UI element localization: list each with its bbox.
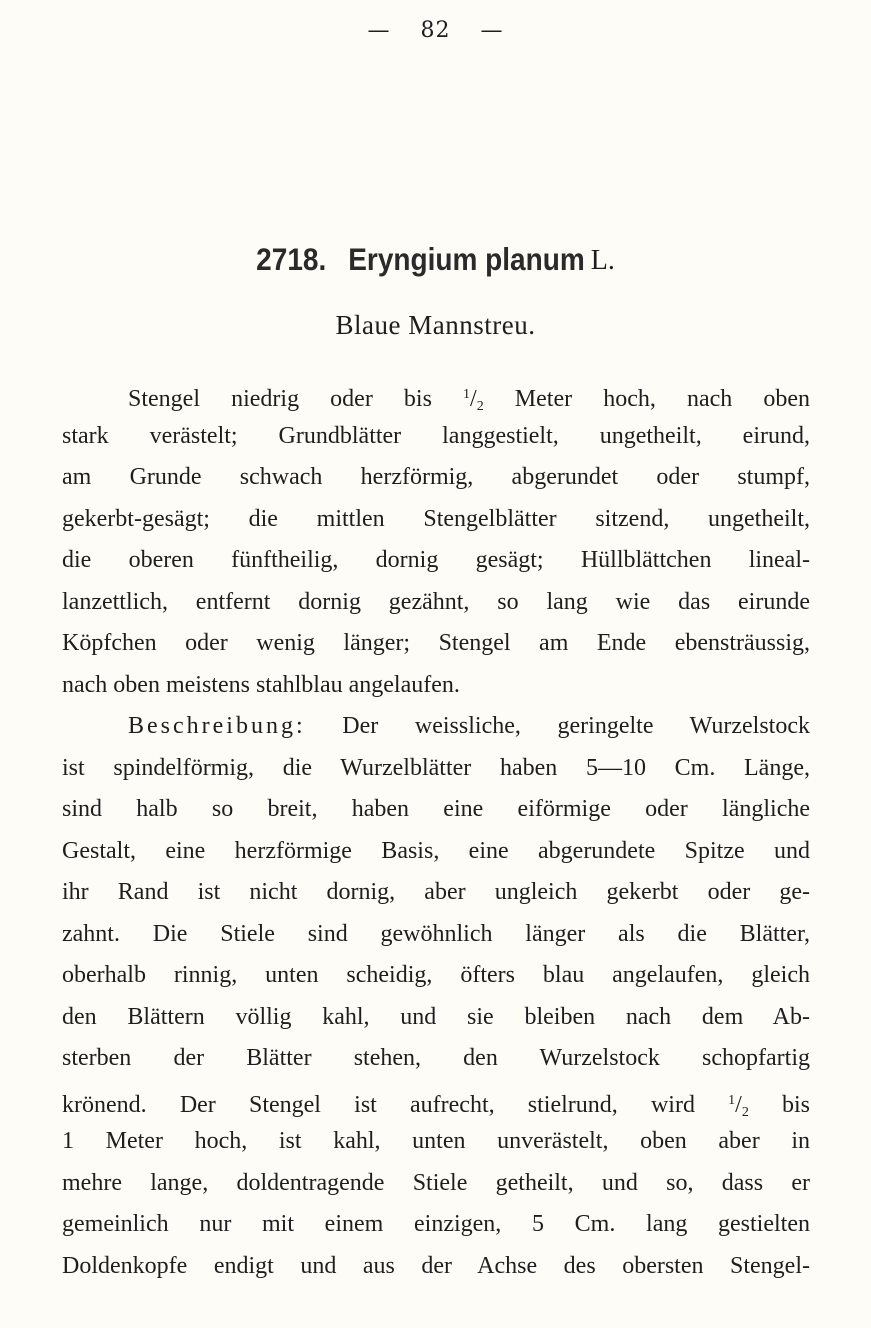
fraction-half (463, 386, 484, 412)
text-line (62, 1080, 810, 1122)
text-line: 1 Meter hoch, ist kahl, unten unverästelt, oben aber in (62, 1128, 810, 1154)
page-number-header (0, 18, 871, 43)
text-line: Köpfchen oder wenig länger; Stengel am Ende ebensträussig, (62, 630, 810, 656)
text-segment: bis (748, 1091, 810, 1118)
text-line: lanzettlich, entfernt dornig gezähnt, so lang wie das eirunde (62, 588, 810, 615)
fraction-half (728, 1092, 749, 1118)
scientific-name: Eryngium planum (348, 242, 585, 277)
entry-heading (0, 243, 871, 277)
text-line: Gestalt, eine herzförmige Basis, eine abgerundete Spitze und (62, 837, 810, 864)
text-line: nach oben meistens stahlblau angelaufen. (62, 671, 460, 698)
text-line: am Grunde schwach herzförmig, abgerundet oder stumpf, (62, 464, 810, 490)
text-line: sind halb so breit, haben eine eiförmige oder längliche (62, 796, 810, 822)
text-line: den Blättern völlig kahl, und sie bleiben nach dem Ab- (62, 1003, 810, 1030)
right-dash: — (480, 18, 504, 43)
text-line: stark verästelt; Grundblätter langgestielt, ungetheilt, eirund, (62, 422, 810, 449)
description-paragraph (62, 706, 810, 1287)
text-line: mehre lange, doldentragende Stiele getheilt, und so, dass er (62, 1169, 810, 1196)
text-line: die oberen fünftheilig, dornig gesägt; Hüllblättchen lineal- (62, 547, 810, 573)
text-segment: Meter hoch, nach oben (483, 386, 810, 412)
description-label: Beschreibung: (128, 713, 306, 739)
text-line (62, 706, 810, 748)
page-number: 82 (420, 18, 451, 43)
left-dash: — (367, 18, 391, 43)
fraction-numerator: 1 (728, 1092, 736, 1108)
text-line: ist spindelförmig, die Wurzelblätter haben 5—10 Cm. Länge, (62, 754, 810, 781)
fraction-slash: / (470, 386, 477, 412)
diagnosis-paragraph (62, 374, 810, 706)
text-line: sterben der Blätter stehen, den Wurzelstock schopfartig (62, 1045, 810, 1071)
text-line: zahnt. Die Stiele sind gewöhnlich länger als die Blätter, (62, 920, 810, 947)
text-line: ihr Rand ist nicht dornig, aber ungleich gekerbt oder ge- (62, 879, 810, 905)
text-segment: Der weissliche, geringelte Wurzelstock (305, 713, 810, 739)
author-abbreviation: L. (590, 245, 615, 276)
fraction-denominator: 2 (476, 399, 484, 414)
text-line (62, 374, 810, 416)
text-line: gemeinlich nur mit einem einzigen, 5 Cm. lang gestielten (62, 1211, 810, 1237)
fraction-numerator: 1 (463, 387, 471, 402)
entry-number: 2718. (256, 242, 327, 277)
fraction-denominator: 2 (741, 1104, 749, 1120)
text-line: Doldenkopfe endigt und aus der Achse des obersten Stengel- (62, 1252, 810, 1279)
text-segment: krönend. Der Stengel ist aufrecht, stielrund, wird (62, 1091, 729, 1118)
text-line: oberhalb rinnig, unten scheidig, öfters blau angelaufen, gleich (62, 962, 810, 988)
common-name: Blaue Mannstreu. (335, 310, 536, 340)
text-line: gekerbt-gesägt; die mittlen Stengelblätter sitzend, ungetheilt, (62, 505, 810, 532)
fraction-slash: / (735, 1091, 742, 1118)
text-segment: Stengel niedrig oder bis (128, 386, 464, 412)
